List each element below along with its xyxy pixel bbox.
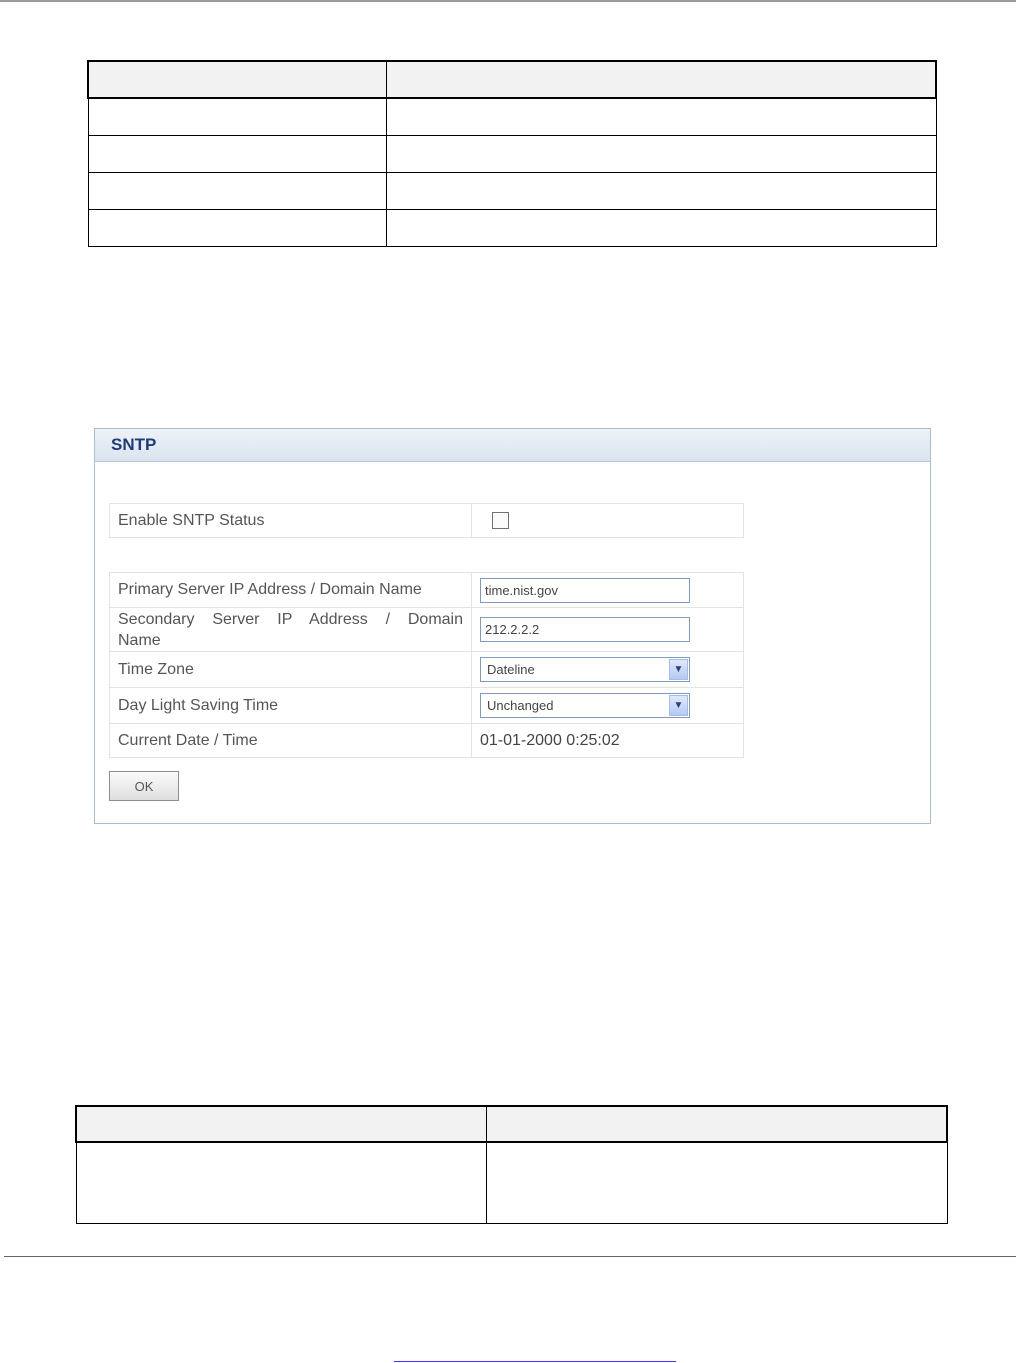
dst-value: Unchanged bbox=[487, 698, 554, 713]
table-row bbox=[76, 1142, 947, 1224]
table-row bbox=[88, 210, 936, 247]
dst-label: Day Light Saving Time bbox=[110, 688, 472, 724]
parameter-table-top bbox=[87, 60, 937, 247]
secondary-server-label-line2: Name bbox=[118, 631, 161, 649]
timezone-label: Time Zone bbox=[110, 652, 472, 688]
sntp-settings-table bbox=[109, 572, 744, 758]
secondary-server-label-line1: Secondary Server IP Address / Domain bbox=[118, 610, 463, 628]
table-row bbox=[88, 98, 936, 136]
enable-sntp-checkbox[interactable] bbox=[492, 512, 509, 529]
dst-select[interactable] bbox=[480, 693, 690, 718]
top-rule bbox=[0, 0, 1016, 2]
chevron-down-icon[interactable]: ▼ bbox=[669, 695, 688, 716]
table-header-row bbox=[88, 61, 936, 98]
dst-row bbox=[110, 688, 744, 724]
ok-button[interactable]: OK bbox=[109, 771, 179, 801]
datetime-label: Current Date / Time bbox=[110, 724, 472, 758]
datetime-row bbox=[110, 724, 744, 758]
datetime-value: 01-01-2000 0:25:02 bbox=[472, 724, 744, 758]
timezone-row bbox=[110, 652, 744, 688]
primary-server-input[interactable] bbox=[480, 578, 690, 603]
parameter-table-bottom bbox=[75, 1105, 948, 1224]
enable-row bbox=[110, 504, 744, 538]
table-row bbox=[88, 173, 936, 210]
table-header-row bbox=[76, 1106, 947, 1142]
panel-title: SNTP bbox=[95, 429, 930, 462]
timezone-select[interactable] bbox=[480, 657, 690, 682]
timezone-value: Dateline bbox=[487, 662, 535, 677]
primary-server-row bbox=[110, 573, 744, 608]
primary-server-label: Primary Server IP Address / Domain Name bbox=[110, 573, 472, 608]
secondary-server-label bbox=[110, 608, 472, 652]
enable-table bbox=[109, 503, 744, 538]
table-row bbox=[88, 136, 936, 173]
sntp-panel bbox=[94, 428, 931, 824]
secondary-server-input[interactable] bbox=[480, 617, 690, 642]
footer-link-underline[interactable] bbox=[394, 1361, 676, 1362]
enable-sntp-label: Enable SNTP Status bbox=[110, 504, 472, 538]
secondary-server-row bbox=[110, 608, 744, 652]
footer-rule bbox=[4, 1256, 1016, 1257]
chevron-down-icon[interactable]: ▼ bbox=[669, 659, 688, 680]
